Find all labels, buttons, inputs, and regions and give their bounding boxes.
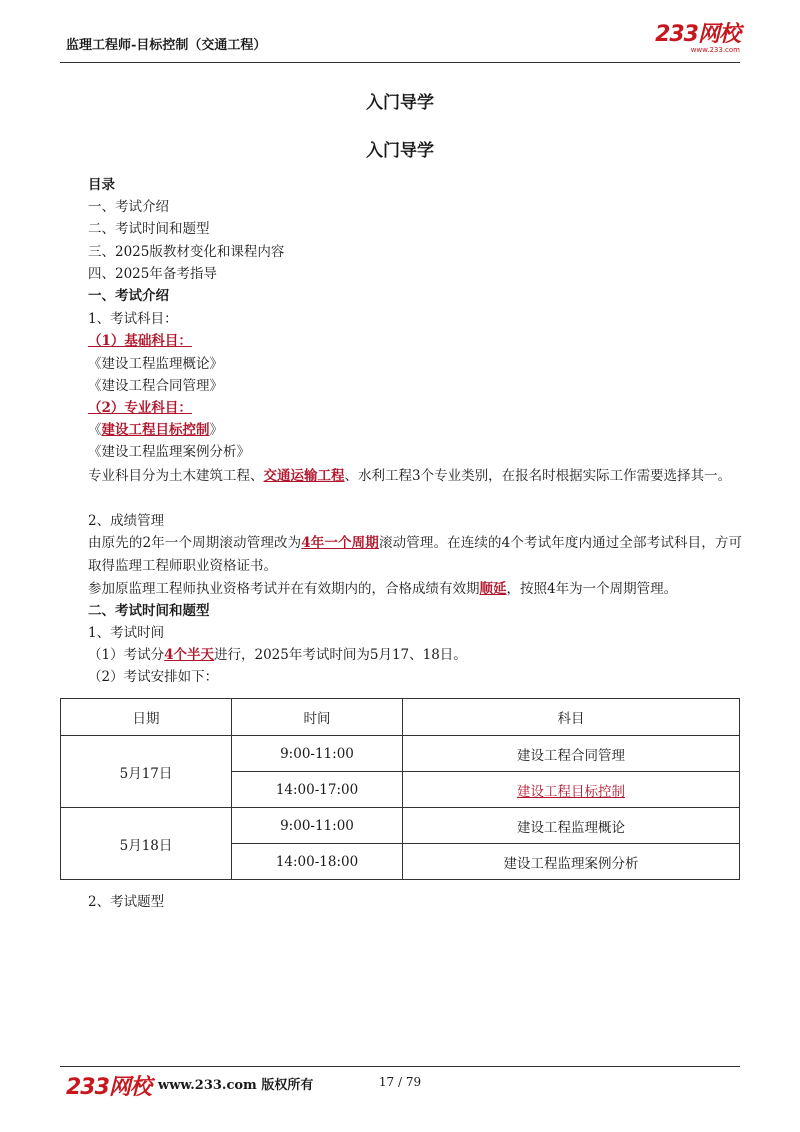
highlight-cycle: 4年一个周期 xyxy=(301,535,379,551)
header-subject: 科目 xyxy=(403,699,740,736)
basic-subject-item: 《建设工程监理概论》 xyxy=(88,356,223,372)
toc-item[interactable]: 一、考试介绍 xyxy=(88,199,169,215)
basic-subjects-label: （1）基础科目： xyxy=(88,333,192,349)
time-cell: 14:00-18:00 xyxy=(232,844,403,880)
exam-type-heading: 2、考试题型 xyxy=(88,894,165,910)
toc-item[interactable]: 四、2025年备考指导 xyxy=(88,266,217,282)
logo-url: www.233.com xyxy=(690,46,740,54)
exam-time-heading: 1、考试时间 xyxy=(88,625,165,641)
time-cell: 9:00-11:00 xyxy=(232,808,403,844)
major-subject-item: 《建设工程监理案例分析》 xyxy=(88,444,250,460)
date-cell: 5月17日 xyxy=(61,736,232,808)
subject-cell-highlight: 建设工程目标控制 xyxy=(403,772,740,808)
subject-cell: 建设工程监理案例分析 xyxy=(403,844,740,880)
highlight-half-days: 4个半天 xyxy=(164,647,214,663)
paragraph-score-cycle: 由原先的2年一个周期滚动管理改为4年一个周期滚动管理。在连续的4个考试年度内通过全部考试科目，方可取得监理工程师职业资格证书。 xyxy=(88,535,742,574)
major-subject-item: 《建设工程目标控制》 xyxy=(88,422,223,438)
page-header xyxy=(60,20,740,63)
section1-heading: 一、考试介绍 xyxy=(88,288,169,304)
table-header-row xyxy=(61,699,740,736)
page-number: 17 / 79 xyxy=(378,1075,422,1089)
subject-cell: 建设工程监理概论 xyxy=(403,808,740,844)
date-cell: 5月18日 xyxy=(61,808,232,880)
footer-copyright: www.233.com 版权所有 xyxy=(158,1078,314,1093)
highlight-transport: 交通运输工程 xyxy=(263,468,345,484)
toc-item[interactable]: 三、2025版教材变化和课程内容 xyxy=(88,244,285,260)
toc-title: 目录 xyxy=(88,177,115,193)
toc-item[interactable]: 二、考试时间和题型 xyxy=(88,221,210,237)
paragraph-score-extension: 参加原监理工程师执业资格考试并在有效期内的，合格成绩有效期顺延，按照4年为一个周期管理。 xyxy=(88,581,678,597)
header-title: 监理工程师-目标控制（交通工程） xyxy=(66,38,267,53)
highlight-target-control: 建设工程目标控制 xyxy=(101,422,210,438)
header-time: 时间 xyxy=(232,699,403,736)
logo-233 xyxy=(652,22,740,56)
paragraph-categories: 专业科目分为土木建筑工程、交通运输工程、水利工程3个专业类别，在报名时根据实际工作需要选择其一。 xyxy=(88,468,732,484)
exam-arrangement-line: （2）考试安排如下： xyxy=(88,669,219,685)
footer-logo: 233网校 xyxy=(66,1075,151,1100)
exam-subjects-heading: 1、考试科目： xyxy=(88,311,178,327)
highlight-extension: 顺延 xyxy=(479,581,507,597)
footer-rule xyxy=(60,1066,740,1067)
subject-cell: 建设工程合同管理 xyxy=(403,736,740,772)
time-cell: 14:00-17:00 xyxy=(232,772,403,808)
basic-subject-item: 《建设工程合同管理》 xyxy=(88,378,223,394)
major-subjects-label: （2）专业科目： xyxy=(88,400,192,416)
table-row xyxy=(61,736,740,772)
exam-schedule-line: （1）考试分4个半天进行，2025年考试时间为5月17、18日。 xyxy=(88,647,467,663)
section2-heading: 二、考试时间和题型 xyxy=(88,603,210,619)
section-title: 入门导学 xyxy=(366,141,434,161)
header-date: 日期 xyxy=(61,699,232,736)
page-title: 入门导学 xyxy=(366,93,434,113)
time-cell: 9:00-11:00 xyxy=(232,736,403,772)
logo-text: 233网校 xyxy=(655,22,740,47)
score-management-heading: 2、成绩管理 xyxy=(88,513,165,529)
table-row xyxy=(61,808,740,844)
exam-schedule-table xyxy=(60,698,740,880)
